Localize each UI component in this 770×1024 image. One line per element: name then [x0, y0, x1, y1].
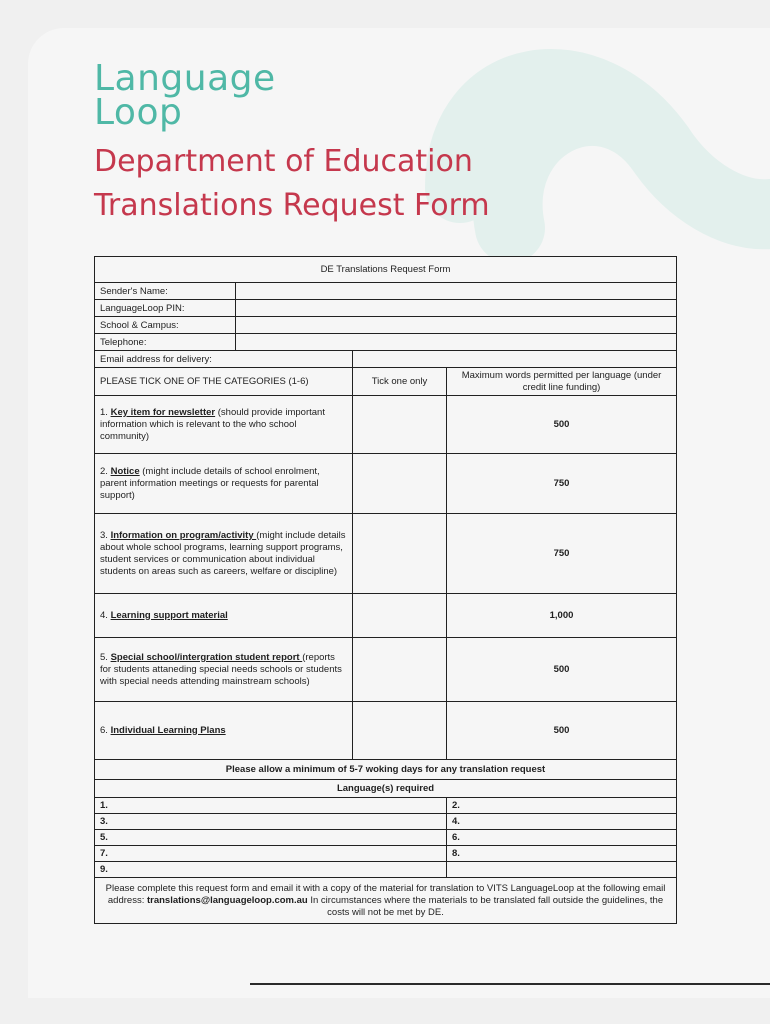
senders-name-field[interactable] — [236, 283, 677, 300]
title-line-1: Department of Education — [94, 144, 473, 179]
email-field[interactable] — [353, 351, 677, 368]
form-title: DE Translations Request Form — [95, 257, 677, 283]
language-field-9[interactable]: 9. — [95, 862, 447, 878]
category-1: 1. Key item for newsletter (should provide important information which is relevant to the who school community) — [95, 396, 353, 454]
request-form-table — [94, 256, 677, 924]
pin-label: LanguageLoop PIN: — [95, 300, 236, 317]
languages-title: Language(s) required — [95, 780, 677, 798]
language-field-10[interactable] — [447, 862, 677, 878]
category-3-name: Information on program/activity — [110, 529, 257, 541]
category-6-tick[interactable] — [353, 702, 447, 760]
languageloop-logo — [94, 58, 276, 133]
logo-line-2: Loop — [94, 92, 183, 133]
category-4-tick[interactable] — [353, 594, 447, 638]
category-3: 3. Information on program/activity (might include details about whole school programs, learning support programs, student services or communication about individual students on areas such as careers, welfare or discipline) — [95, 514, 353, 594]
category-4-name: Learning support material — [110, 609, 228, 621]
logo-line-1: Language — [94, 58, 276, 99]
telephone-label: Telephone: — [95, 334, 236, 351]
category-6: 6. Individual Learning Plans — [95, 702, 353, 760]
category-2-name: Notice — [110, 465, 140, 477]
turnaround-notice: Please allow a minimum of 5-7 woking days for any translation request — [95, 760, 677, 780]
language-field-1[interactable]: 1. — [95, 798, 447, 814]
language-field-7[interactable]: 7. — [95, 846, 447, 862]
school-campus-label: School & Campus: — [95, 317, 236, 334]
category-3-words: 750 — [447, 514, 677, 594]
category-5-tick[interactable] — [353, 638, 447, 702]
category-3-tick[interactable] — [353, 514, 447, 594]
max-words-header: Maximum words permitted per language (under credit line funding) — [447, 368, 677, 396]
category-5-name: Special school/intergration student report — [110, 651, 303, 663]
senders-name-label: Sender's Name: — [95, 283, 236, 300]
language-field-5[interactable]: 5. — [95, 830, 447, 846]
email-label: Email address for delivery: — [95, 351, 353, 368]
category-5: 5. Special school/intergration student report (reports for students attaneding special needs schools or students with special needs attending mainstream schools) — [95, 638, 353, 702]
language-field-2[interactable]: 2. — [447, 798, 677, 814]
tick-header: Tick one only — [353, 368, 447, 396]
telephone-field[interactable] — [236, 334, 677, 351]
category-6-words: 500 — [447, 702, 677, 760]
category-1-name: Key item for newsletter — [110, 406, 216, 418]
language-field-6[interactable]: 6. — [447, 830, 677, 846]
school-campus-field[interactable] — [236, 317, 677, 334]
category-2-tick[interactable] — [353, 454, 447, 514]
closing-instructions: Please complete this request form and email it with a copy of the material for translation to VITS LanguageLoop at the following email address: translations@languageloop.com.au In circumstances where the materials to be translated fall outside the guidelines, the costs will not be met by DE. — [95, 878, 677, 924]
category-1-words: 500 — [447, 396, 677, 454]
pin-field[interactable] — [236, 300, 677, 317]
categories-header: PLEASE TICK ONE OF THE CATEGORIES (1-6) — [95, 368, 353, 396]
category-4-words: 1,000 — [447, 594, 677, 638]
title-line-2: Translations Request Form — [94, 188, 490, 223]
language-field-4[interactable]: 4. — [447, 814, 677, 830]
category-4: 4. Learning support material — [95, 594, 353, 638]
category-6-name: Individual Learning Plans — [110, 724, 226, 736]
footer-divider — [250, 983, 770, 985]
contact-email: translations@languageloop.com.au — [146, 894, 308, 906]
category-2: 2. Notice (might include details of school enrolment, parent information meetings or requests for parental support) — [95, 454, 353, 514]
language-field-3[interactable]: 3. — [95, 814, 447, 830]
page-title — [94, 140, 490, 228]
language-field-8[interactable]: 8. — [447, 846, 677, 862]
category-5-words: 500 — [447, 638, 677, 702]
category-1-tick[interactable] — [353, 396, 447, 454]
category-2-words: 750 — [447, 454, 677, 514]
